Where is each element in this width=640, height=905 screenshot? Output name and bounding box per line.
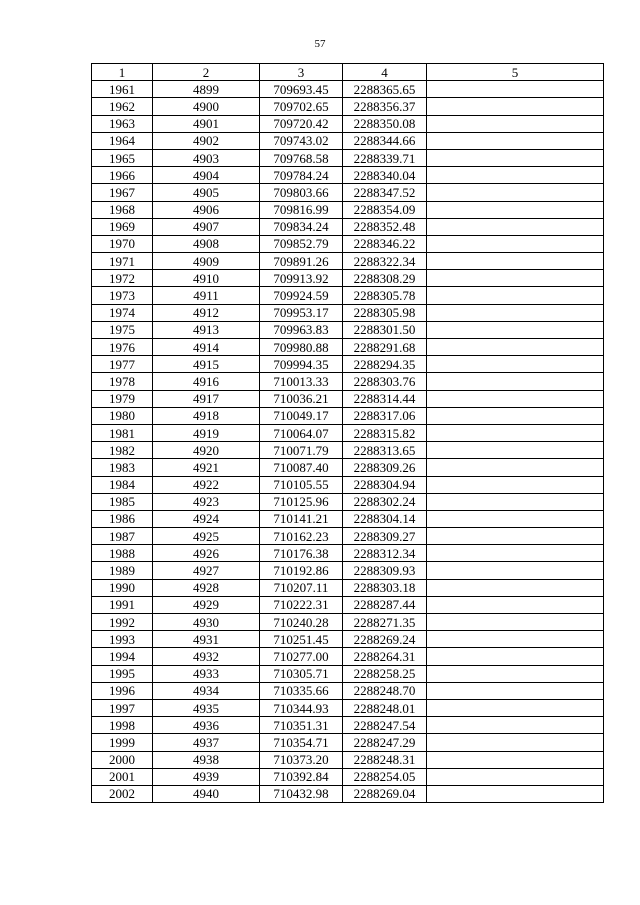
y-coordinate-cell: 2288352.48 bbox=[343, 218, 427, 235]
table-row bbox=[92, 235, 604, 252]
table-row bbox=[92, 167, 604, 184]
table-row bbox=[92, 734, 604, 751]
y-coordinate-cell: 2288308.29 bbox=[343, 270, 427, 287]
table-row bbox=[92, 201, 604, 218]
y-coordinate-cell: 2288248.70 bbox=[343, 682, 427, 699]
table-row bbox=[92, 528, 604, 545]
row-number-cell: 1999 bbox=[92, 734, 153, 751]
notes-cell bbox=[427, 682, 604, 699]
y-coordinate-cell: 2288350.08 bbox=[343, 115, 427, 132]
table-row bbox=[92, 717, 604, 734]
x-coordinate-cell: 709913.92 bbox=[260, 270, 343, 287]
table-row bbox=[92, 665, 604, 682]
table-row bbox=[92, 390, 604, 407]
point-number-cell: 4908 bbox=[153, 235, 260, 252]
x-coordinate-cell: 710141.21 bbox=[260, 510, 343, 527]
x-coordinate-cell: 710432.98 bbox=[260, 785, 343, 802]
row-number-cell: 1980 bbox=[92, 407, 153, 424]
notes-cell bbox=[427, 510, 604, 527]
row-number-cell: 1982 bbox=[92, 442, 153, 459]
notes-cell bbox=[427, 648, 604, 665]
y-coordinate-cell: 2288346.22 bbox=[343, 235, 427, 252]
point-number-cell: 4917 bbox=[153, 390, 260, 407]
x-coordinate-cell: 710049.17 bbox=[260, 407, 343, 424]
table-header bbox=[92, 64, 604, 81]
notes-cell bbox=[427, 98, 604, 115]
column-header: 4 bbox=[343, 64, 427, 81]
y-coordinate-cell: 2288287.44 bbox=[343, 596, 427, 613]
row-number-cell: 1992 bbox=[92, 614, 153, 631]
coordinates-table bbox=[91, 63, 604, 803]
x-coordinate-cell: 709743.02 bbox=[260, 132, 343, 149]
row-number-cell: 1976 bbox=[92, 339, 153, 356]
table-row bbox=[92, 751, 604, 768]
x-coordinate-cell: 709720.42 bbox=[260, 115, 343, 132]
y-coordinate-cell: 2288269.24 bbox=[343, 631, 427, 648]
point-number-cell: 4918 bbox=[153, 407, 260, 424]
notes-cell bbox=[427, 253, 604, 270]
y-coordinate-cell: 2288309.93 bbox=[343, 562, 427, 579]
row-number-cell: 1987 bbox=[92, 528, 153, 545]
x-coordinate-cell: 710251.45 bbox=[260, 631, 343, 648]
notes-cell bbox=[427, 493, 604, 510]
table-row bbox=[92, 614, 604, 631]
x-coordinate-cell: 710013.33 bbox=[260, 373, 343, 390]
x-coordinate-cell: 709924.59 bbox=[260, 287, 343, 304]
table-row bbox=[92, 98, 604, 115]
x-coordinate-cell: 709980.88 bbox=[260, 339, 343, 356]
point-number-cell: 4930 bbox=[153, 614, 260, 631]
table-row bbox=[92, 253, 604, 270]
y-coordinate-cell: 2288305.98 bbox=[343, 304, 427, 321]
y-coordinate-cell: 2288264.31 bbox=[343, 648, 427, 665]
x-coordinate-cell: 709816.99 bbox=[260, 201, 343, 218]
point-number-cell: 4928 bbox=[153, 579, 260, 596]
x-coordinate-cell: 710305.71 bbox=[260, 665, 343, 682]
y-coordinate-cell: 2288302.24 bbox=[343, 493, 427, 510]
point-number-cell: 4919 bbox=[153, 424, 260, 441]
x-coordinate-cell: 709702.65 bbox=[260, 98, 343, 115]
notes-cell bbox=[427, 424, 604, 441]
table-row bbox=[92, 510, 604, 527]
table-row bbox=[92, 424, 604, 441]
point-number-cell: 4906 bbox=[153, 201, 260, 218]
row-number-cell: 1961 bbox=[92, 81, 153, 98]
point-number-cell: 4933 bbox=[153, 665, 260, 682]
table-row bbox=[92, 596, 604, 613]
row-number-cell: 1989 bbox=[92, 562, 153, 579]
notes-cell bbox=[427, 81, 604, 98]
row-number-cell: 1978 bbox=[92, 373, 153, 390]
notes-cell bbox=[427, 631, 604, 648]
notes-cell bbox=[427, 167, 604, 184]
column-header: 5 bbox=[427, 64, 604, 81]
table-body bbox=[92, 81, 604, 803]
table-row bbox=[92, 81, 604, 98]
notes-cell bbox=[427, 734, 604, 751]
row-number-cell: 1984 bbox=[92, 476, 153, 493]
point-number-cell: 4923 bbox=[153, 493, 260, 510]
notes-cell bbox=[427, 562, 604, 579]
notes-cell bbox=[427, 270, 604, 287]
point-number-cell: 4901 bbox=[153, 115, 260, 132]
point-number-cell: 4929 bbox=[153, 596, 260, 613]
table-row bbox=[92, 287, 604, 304]
column-header: 1 bbox=[92, 64, 153, 81]
x-coordinate-cell: 710351.31 bbox=[260, 717, 343, 734]
point-number-cell: 4922 bbox=[153, 476, 260, 493]
y-coordinate-cell: 2288339.71 bbox=[343, 149, 427, 166]
point-number-cell: 4916 bbox=[153, 373, 260, 390]
x-coordinate-cell: 710392.84 bbox=[260, 768, 343, 785]
point-number-cell: 4927 bbox=[153, 562, 260, 579]
table-row bbox=[92, 682, 604, 699]
row-number-cell: 1985 bbox=[92, 493, 153, 510]
x-coordinate-cell: 710176.38 bbox=[260, 545, 343, 562]
notes-cell bbox=[427, 545, 604, 562]
notes-cell bbox=[427, 356, 604, 373]
notes-cell bbox=[427, 614, 604, 631]
table-row bbox=[92, 373, 604, 390]
y-coordinate-cell: 2288254.05 bbox=[343, 768, 427, 785]
table-row bbox=[92, 270, 604, 287]
y-coordinate-cell: 2288258.25 bbox=[343, 665, 427, 682]
y-coordinate-cell: 2288315.82 bbox=[343, 424, 427, 441]
point-number-cell: 4924 bbox=[153, 510, 260, 527]
notes-cell bbox=[427, 699, 604, 716]
point-number-cell: 4926 bbox=[153, 545, 260, 562]
y-coordinate-cell: 2288340.04 bbox=[343, 167, 427, 184]
x-coordinate-cell: 709803.66 bbox=[260, 184, 343, 201]
y-coordinate-cell: 2288248.31 bbox=[343, 751, 427, 768]
notes-cell bbox=[427, 149, 604, 166]
point-number-cell: 4912 bbox=[153, 304, 260, 321]
table-row bbox=[92, 407, 604, 424]
row-number-cell: 1963 bbox=[92, 115, 153, 132]
notes-cell bbox=[427, 476, 604, 493]
y-coordinate-cell: 2288356.37 bbox=[343, 98, 427, 115]
x-coordinate-cell: 710071.79 bbox=[260, 442, 343, 459]
point-number-cell: 4931 bbox=[153, 631, 260, 648]
row-number-cell: 1994 bbox=[92, 648, 153, 665]
table-row bbox=[92, 785, 604, 802]
row-number-cell: 1998 bbox=[92, 717, 153, 734]
y-coordinate-cell: 2288269.04 bbox=[343, 785, 427, 802]
row-number-cell: 2002 bbox=[92, 785, 153, 802]
row-number-cell: 1966 bbox=[92, 167, 153, 184]
x-coordinate-cell: 709891.26 bbox=[260, 253, 343, 270]
row-number-cell: 1973 bbox=[92, 287, 153, 304]
table-row bbox=[92, 442, 604, 459]
row-number-cell: 1981 bbox=[92, 424, 153, 441]
notes-cell bbox=[427, 665, 604, 682]
point-number-cell: 4925 bbox=[153, 528, 260, 545]
table-row bbox=[92, 339, 604, 356]
x-coordinate-cell: 710354.71 bbox=[260, 734, 343, 751]
y-coordinate-cell: 2288304.14 bbox=[343, 510, 427, 527]
table-row bbox=[92, 545, 604, 562]
row-number-cell: 1967 bbox=[92, 184, 153, 201]
page-number: 57 bbox=[314, 38, 326, 50]
point-number-cell: 4905 bbox=[153, 184, 260, 201]
table-row bbox=[92, 184, 604, 201]
y-coordinate-cell: 2288312.34 bbox=[343, 545, 427, 562]
point-number-cell: 4900 bbox=[153, 98, 260, 115]
x-coordinate-cell: 710192.86 bbox=[260, 562, 343, 579]
row-number-cell: 1988 bbox=[92, 545, 153, 562]
x-coordinate-cell: 710344.93 bbox=[260, 699, 343, 716]
point-number-cell: 4939 bbox=[153, 768, 260, 785]
notes-cell bbox=[427, 287, 604, 304]
column-header: 2 bbox=[153, 64, 260, 81]
notes-cell bbox=[427, 390, 604, 407]
column-header: 3 bbox=[260, 64, 343, 81]
row-number-cell: 1971 bbox=[92, 253, 153, 270]
row-number-cell: 1975 bbox=[92, 321, 153, 338]
header-row bbox=[92, 64, 604, 81]
notes-cell bbox=[427, 528, 604, 545]
row-number-cell: 1969 bbox=[92, 218, 153, 235]
point-number-cell: 4921 bbox=[153, 459, 260, 476]
row-number-cell: 1991 bbox=[92, 596, 153, 613]
row-number-cell: 1974 bbox=[92, 304, 153, 321]
x-coordinate-cell: 710222.31 bbox=[260, 596, 343, 613]
notes-cell bbox=[427, 201, 604, 218]
point-number-cell: 4913 bbox=[153, 321, 260, 338]
notes-cell bbox=[427, 218, 604, 235]
row-number-cell: 1996 bbox=[92, 682, 153, 699]
table-row bbox=[92, 562, 604, 579]
point-number-cell: 4909 bbox=[153, 253, 260, 270]
table-row bbox=[92, 132, 604, 149]
row-number-cell: 1965 bbox=[92, 149, 153, 166]
point-number-cell: 4910 bbox=[153, 270, 260, 287]
x-coordinate-cell: 710277.00 bbox=[260, 648, 343, 665]
x-coordinate-cell: 709693.45 bbox=[260, 81, 343, 98]
notes-cell bbox=[427, 304, 604, 321]
x-coordinate-cell: 710373.20 bbox=[260, 751, 343, 768]
point-number-cell: 4937 bbox=[153, 734, 260, 751]
y-coordinate-cell: 2288365.65 bbox=[343, 81, 427, 98]
y-coordinate-cell: 2288247.29 bbox=[343, 734, 427, 751]
point-number-cell: 4899 bbox=[153, 81, 260, 98]
point-number-cell: 4932 bbox=[153, 648, 260, 665]
row-number-cell: 1970 bbox=[92, 235, 153, 252]
table-row bbox=[92, 149, 604, 166]
notes-cell bbox=[427, 459, 604, 476]
table-row bbox=[92, 768, 604, 785]
x-coordinate-cell: 709994.35 bbox=[260, 356, 343, 373]
notes-cell bbox=[427, 442, 604, 459]
x-coordinate-cell: 710207.11 bbox=[260, 579, 343, 596]
row-number-cell: 1986 bbox=[92, 510, 153, 527]
y-coordinate-cell: 2288303.76 bbox=[343, 373, 427, 390]
x-coordinate-cell: 710125.96 bbox=[260, 493, 343, 510]
row-number-cell: 1964 bbox=[92, 132, 153, 149]
y-coordinate-cell: 2288313.65 bbox=[343, 442, 427, 459]
notes-cell bbox=[427, 407, 604, 424]
point-number-cell: 4911 bbox=[153, 287, 260, 304]
notes-cell bbox=[427, 768, 604, 785]
row-number-cell: 1972 bbox=[92, 270, 153, 287]
row-number-cell: 1979 bbox=[92, 390, 153, 407]
y-coordinate-cell: 2288314.44 bbox=[343, 390, 427, 407]
point-number-cell: 4902 bbox=[153, 132, 260, 149]
row-number-cell: 2000 bbox=[92, 751, 153, 768]
notes-cell bbox=[427, 321, 604, 338]
y-coordinate-cell: 2288344.66 bbox=[343, 132, 427, 149]
point-number-cell: 4920 bbox=[153, 442, 260, 459]
y-coordinate-cell: 2288248.01 bbox=[343, 699, 427, 716]
point-number-cell: 4907 bbox=[153, 218, 260, 235]
x-coordinate-cell: 709953.17 bbox=[260, 304, 343, 321]
row-number-cell: 1983 bbox=[92, 459, 153, 476]
table-row bbox=[92, 218, 604, 235]
x-coordinate-cell: 710335.66 bbox=[260, 682, 343, 699]
y-coordinate-cell: 2288322.34 bbox=[343, 253, 427, 270]
point-number-cell: 4936 bbox=[153, 717, 260, 734]
table-row bbox=[92, 476, 604, 493]
x-coordinate-cell: 710064.07 bbox=[260, 424, 343, 441]
row-number-cell: 2001 bbox=[92, 768, 153, 785]
y-coordinate-cell: 2288309.26 bbox=[343, 459, 427, 476]
table-row bbox=[92, 699, 604, 716]
point-number-cell: 4904 bbox=[153, 167, 260, 184]
y-coordinate-cell: 2288304.94 bbox=[343, 476, 427, 493]
notes-cell bbox=[427, 373, 604, 390]
y-coordinate-cell: 2288294.35 bbox=[343, 356, 427, 373]
x-coordinate-cell: 710162.23 bbox=[260, 528, 343, 545]
point-number-cell: 4915 bbox=[153, 356, 260, 373]
row-number-cell: 1993 bbox=[92, 631, 153, 648]
y-coordinate-cell: 2288305.78 bbox=[343, 287, 427, 304]
x-coordinate-cell: 709852.79 bbox=[260, 235, 343, 252]
point-number-cell: 4903 bbox=[153, 149, 260, 166]
y-coordinate-cell: 2288301.50 bbox=[343, 321, 427, 338]
y-coordinate-cell: 2288354.09 bbox=[343, 201, 427, 218]
notes-cell bbox=[427, 184, 604, 201]
point-number-cell: 4914 bbox=[153, 339, 260, 356]
x-coordinate-cell: 710036.21 bbox=[260, 390, 343, 407]
point-number-cell: 4940 bbox=[153, 785, 260, 802]
row-number-cell: 1962 bbox=[92, 98, 153, 115]
x-coordinate-cell: 709834.24 bbox=[260, 218, 343, 235]
y-coordinate-cell: 2288271.35 bbox=[343, 614, 427, 631]
notes-cell bbox=[427, 751, 604, 768]
table-row bbox=[92, 579, 604, 596]
notes-cell bbox=[427, 339, 604, 356]
notes-cell bbox=[427, 785, 604, 802]
notes-cell bbox=[427, 132, 604, 149]
table-row bbox=[92, 493, 604, 510]
notes-cell bbox=[427, 596, 604, 613]
y-coordinate-cell: 2288247.54 bbox=[343, 717, 427, 734]
x-coordinate-cell: 710240.28 bbox=[260, 614, 343, 631]
y-coordinate-cell: 2288317.06 bbox=[343, 407, 427, 424]
x-coordinate-cell: 709784.24 bbox=[260, 167, 343, 184]
row-number-cell: 1997 bbox=[92, 699, 153, 716]
table-row bbox=[92, 115, 604, 132]
point-number-cell: 4934 bbox=[153, 682, 260, 699]
row-number-cell: 1990 bbox=[92, 579, 153, 596]
point-number-cell: 4938 bbox=[153, 751, 260, 768]
notes-cell bbox=[427, 115, 604, 132]
y-coordinate-cell: 2288291.68 bbox=[343, 339, 427, 356]
table-row bbox=[92, 321, 604, 338]
notes-cell bbox=[427, 717, 604, 734]
x-coordinate-cell: 710105.55 bbox=[260, 476, 343, 493]
y-coordinate-cell: 2288309.27 bbox=[343, 528, 427, 545]
point-number-cell: 4935 bbox=[153, 699, 260, 716]
table-row bbox=[92, 304, 604, 321]
y-coordinate-cell: 2288347.52 bbox=[343, 184, 427, 201]
notes-cell bbox=[427, 235, 604, 252]
row-number-cell: 1968 bbox=[92, 201, 153, 218]
row-number-cell: 1995 bbox=[92, 665, 153, 682]
table-row bbox=[92, 648, 604, 665]
table-row bbox=[92, 631, 604, 648]
table-row bbox=[92, 356, 604, 373]
row-number-cell: 1977 bbox=[92, 356, 153, 373]
x-coordinate-cell: 710087.40 bbox=[260, 459, 343, 476]
notes-cell bbox=[427, 579, 604, 596]
x-coordinate-cell: 709963.83 bbox=[260, 321, 343, 338]
y-coordinate-cell: 2288303.18 bbox=[343, 579, 427, 596]
x-coordinate-cell: 709768.58 bbox=[260, 149, 343, 166]
table-row bbox=[92, 459, 604, 476]
